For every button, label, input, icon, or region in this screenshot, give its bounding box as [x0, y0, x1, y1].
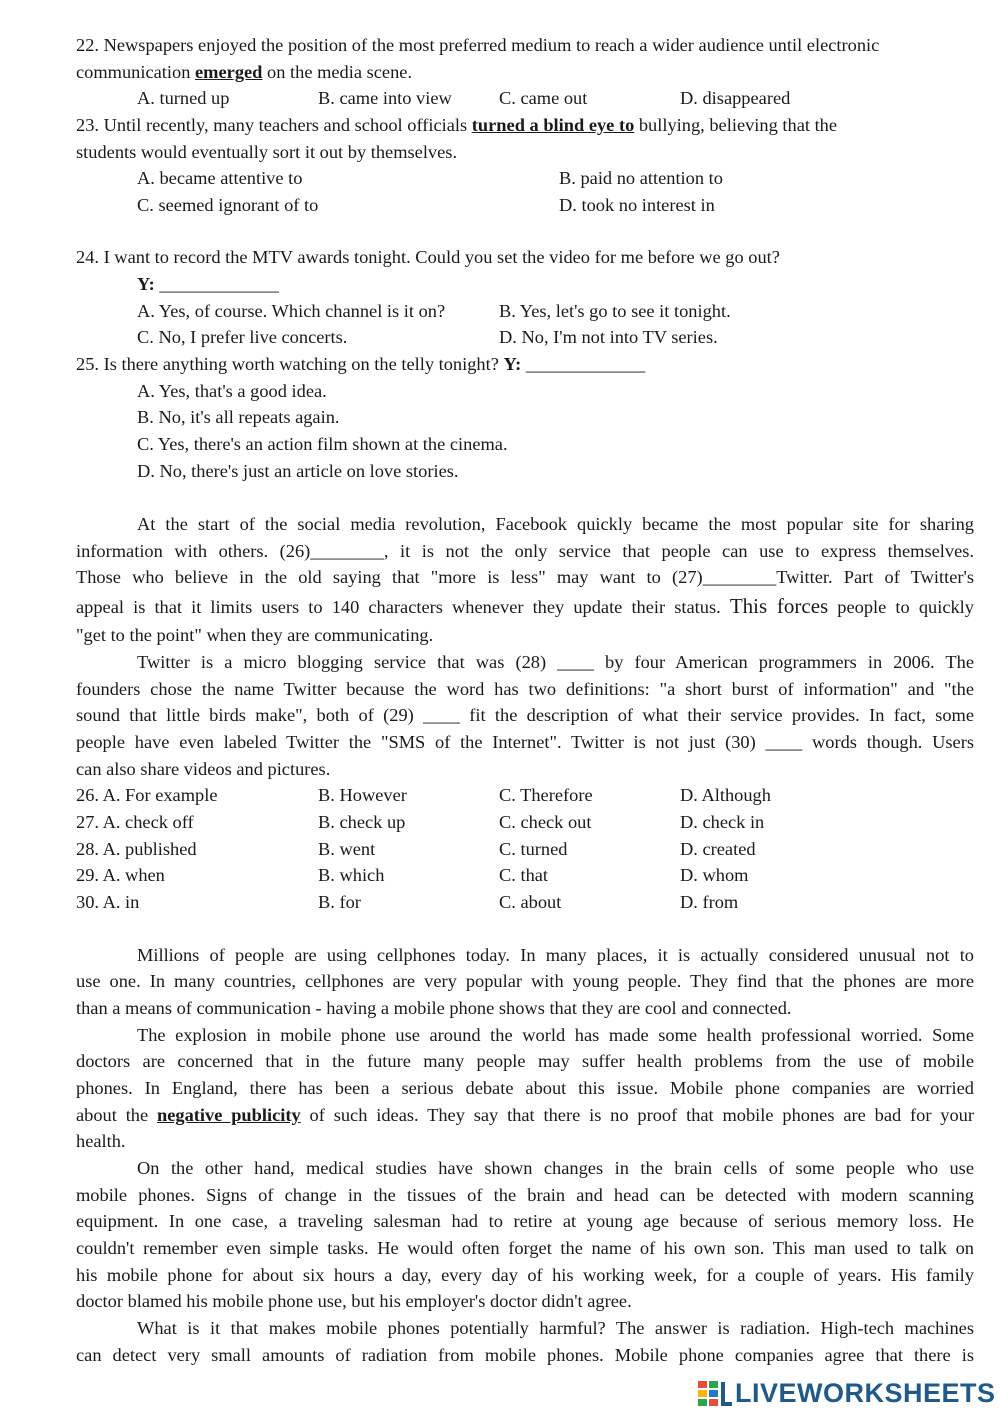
liveworksheets-logo [697, 1376, 996, 1410]
q30-option-b[interactable]: B. for [318, 892, 361, 912]
q23-option-a[interactable]: A. became attentive to [137, 168, 303, 188]
passage1-line: can also share videos and pictures. [76, 759, 331, 779]
q30-option-c[interactable]: C. about [499, 892, 562, 912]
q22-keyword: emerged [195, 62, 263, 82]
passage2-line: The explosion in mobile phone use around the world has made some health professional worried. Some [137, 1025, 974, 1045]
passage2-line: couldn't remember even simple tasks. He would often forget the name of his own son. This man used to talk on [76, 1238, 974, 1258]
q29-option-a[interactable]: 29. A. when [76, 865, 165, 885]
q29-option-c[interactable]: C. that [499, 865, 549, 885]
q30-option-a[interactable]: 30. A. in [76, 892, 140, 912]
passage1-line: "get to the point" when they are communicating. [76, 625, 434, 645]
passage1-line: appeal is that it limits users to 140 characters whenever they update their status. This forces people to quickly [76, 594, 974, 618]
passage1-line: Those who believe in the old saying that "more is less" may want to (27)________Twitter. Part of Twitter's [76, 567, 974, 587]
passage1-line: founders chose the name Twitter because the word has two definitions: "a short burst of information" and "the [76, 679, 974, 699]
q25-option-b[interactable]: B. No, it's all repeats again. [137, 407, 340, 427]
passage2-line: his mobile phone for about six hours a day, every day of his working week, for a couple of years. His family [76, 1265, 974, 1285]
passage1-line: people have even labeled Twitter the "SMS of the Internet". Twitter is not just (30) ____ words though. Users [76, 732, 974, 752]
q22-option-c[interactable]: C. came out [499, 88, 588, 108]
passage2-line: doctors are concerned that in the future many people may suffer health problems from the use of mobile [76, 1051, 974, 1071]
passage2-line: phones. In England, there has been a serious debate about this issue. Mobile phone companies are worried [76, 1078, 974, 1098]
q22-line1: 22. Newspapers enjoyed the position of the most preferred medium to reach a wider audience until electronic [76, 35, 880, 55]
q27-option-a[interactable]: 27. A. check off [76, 812, 194, 832]
passage2-line: Millions of people are using cellphones today. In many places, it is actually considered unusual not to [137, 945, 974, 965]
passage2-line: can detect very small amounts of radiation from mobile phones. Mobile phone companies agree that there is [76, 1345, 974, 1365]
q25-option-c[interactable]: C. Yes, there's an action film shown at the cinema. [137, 434, 508, 454]
q24-answer-blank[interactable]: _____________ [154, 274, 279, 294]
q27-option-b[interactable]: B. check up [318, 812, 406, 832]
q23-line1: 23. Until recently, many teachers and school officials turned a blind eye to bullying, believing that the [76, 115, 838, 135]
q30-option-d[interactable]: D. from [680, 892, 739, 912]
passage2-line: On the other hand, medical studies have shown changes in the brain cells of some people who use [137, 1158, 974, 1178]
q23-option-c[interactable]: C. seemed ignorant of to [137, 195, 319, 215]
passage2-line: health. [76, 1131, 126, 1151]
q25-option-a[interactable]: A. Yes, that's a good idea. [137, 381, 327, 401]
q23-option-d[interactable]: D. took no interest in [559, 195, 715, 215]
liveworksheets-logo-text: LIVEWORKSHEETS [735, 1377, 996, 1408]
q22-option-b[interactable]: B. came into view [318, 88, 452, 108]
q26-option-a[interactable]: 26. A. For example [76, 785, 218, 805]
q25-option-d[interactable]: D. No, there's just an article on love stories. [137, 461, 459, 481]
passage2-line: mobile phones. Signs of change in the tissues of the brain and head can be detected with modern scanning [76, 1185, 974, 1205]
q27-option-d[interactable]: D. check in [680, 812, 765, 832]
passage2-line: use one. In many countries, cellphones are very popular with young people. They find that the phones are more [76, 971, 974, 991]
q22-line2: communication emerged on the media scene. [76, 62, 413, 82]
passage1-line: sound that little birds make", both of (29) ____ fit the description of what their service provides. In fact, some [76, 705, 974, 725]
passage1-line: At the start of the social media revolution, Facebook quickly became the most popular site for sharing [137, 514, 974, 534]
q28-option-c[interactable]: C. turned [499, 839, 568, 859]
passage2-line: equipment. In one case, a traveling salesman had to retire at young age because of serious memory loss. He [76, 1211, 974, 1231]
negative-publicity-keyword: negative publicity [157, 1105, 301, 1125]
q24-option-a[interactable]: A. Yes, of course. Which channel is it on? [137, 301, 446, 321]
q29-option-b[interactable]: B. which [318, 865, 385, 885]
passage2-line: doctor blamed his mobile phone use, but his employer's doctor didn't agree. [76, 1291, 632, 1311]
q28-option-a[interactable]: 28. A. published [76, 839, 197, 859]
q24-answer-line: Y: _____________ [137, 274, 279, 294]
liveworksheets-logo-icon [697, 1378, 733, 1408]
q24-option-c[interactable]: C. No, I prefer live concerts. [137, 327, 348, 347]
q25-line1: 25. Is there anything worth watching on the telly tonight? Y: _____________ [76, 354, 646, 374]
q29-option-d[interactable]: D. whom [680, 865, 749, 885]
q23-keyword: turned a blind eye to [471, 115, 635, 135]
q26-option-c[interactable]: C. Therefore [499, 785, 593, 805]
q24-line1: 24. I want to record the MTV awards tonight. Could you set the video for me before we go out? [76, 247, 780, 267]
q22-option-d[interactable]: D. disappeared [680, 88, 791, 108]
q26-option-d[interactable]: D. Although [680, 785, 771, 805]
q28-option-b[interactable]: B. went [318, 839, 376, 859]
q27-option-c[interactable]: C. check out [499, 812, 592, 832]
passage1-line: Twitter is a micro blogging service that was (28) ____ by four American programmers in 2006. The [137, 652, 974, 672]
passage2-line: than a means of communication - having a mobile phone shows that they are cool and connected. [76, 998, 792, 1018]
passage1-line: information with others. (26)________, it is not the only service that people can use to express themselves. [76, 541, 974, 561]
q25-answer-blank[interactable]: _____________ [521, 354, 646, 374]
q26-option-b[interactable]: B. However [318, 785, 407, 805]
q24-option-d[interactable]: D. No, I'm not into TV series. [499, 327, 718, 347]
passage2-line: about the negative publicity of such ideas. They say that there is no proof that mobile phones are bad for your [76, 1105, 974, 1125]
q24-option-b[interactable]: B. Yes, let's go to see it tonight. [499, 301, 731, 321]
q23-option-b[interactable]: B. paid no attention to [559, 168, 723, 188]
q22-option-a[interactable]: A. turned up [137, 88, 230, 108]
q28-option-d[interactable]: D. created [680, 839, 756, 859]
q23-line2: students would eventually sort it out by themselves. [76, 142, 458, 162]
passage2-line: What is it that makes mobile phones potentially harmful? The answer is radiation. High-tech machines [137, 1318, 974, 1338]
